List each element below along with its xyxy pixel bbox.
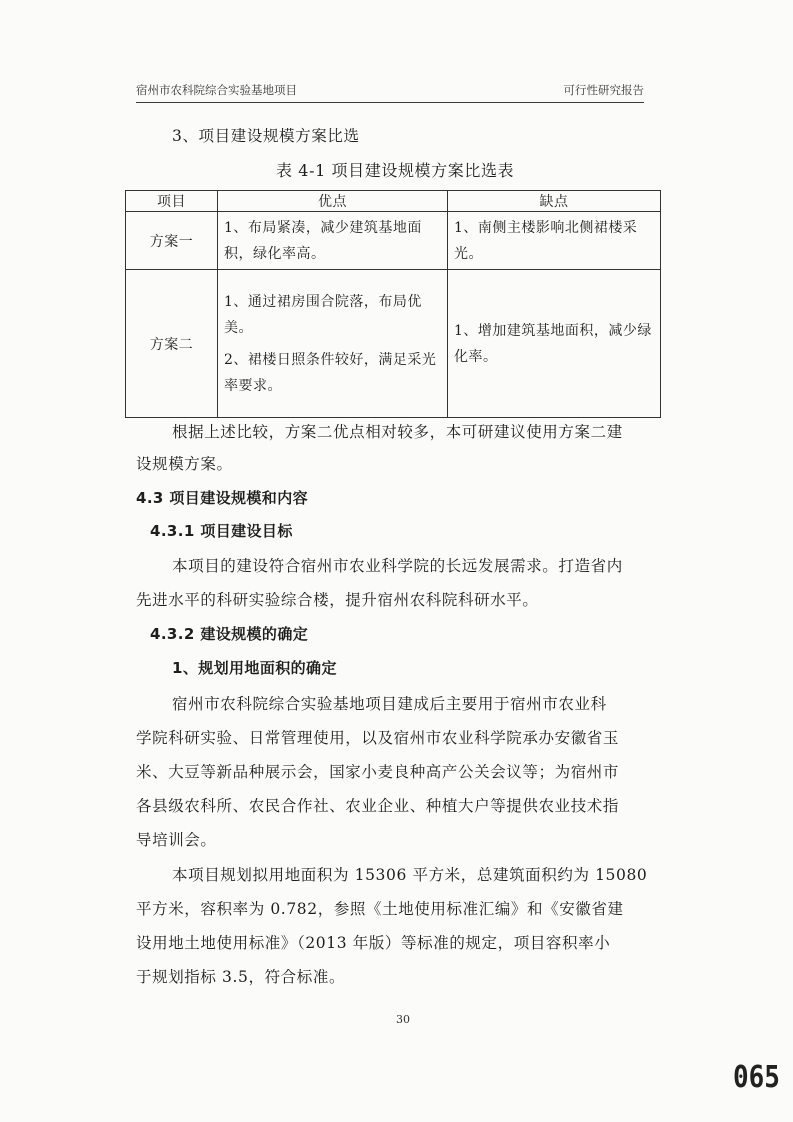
heading-4-3-1: 4.3.1 项目建设目标	[150, 522, 293, 540]
paragraph-line: 平方米，容积率为 0.782，参照《土地使用标准汇编》和《安徽省建	[136, 900, 624, 918]
table-row	[126, 212, 661, 270]
conclusion-text: 设规模方案。	[136, 455, 233, 473]
paragraph-line: 导培训会。	[136, 831, 217, 849]
heading-4-3: 4.3 项目建设规模和内容	[136, 489, 308, 507]
paragraph-line: 米、大豆等新品种展示会，国家小麦良种高产公关会议等；为宿州市	[136, 763, 620, 781]
comparison-table	[125, 190, 661, 418]
table-header-pros: 优点	[218, 191, 448, 212]
option-pros	[218, 212, 448, 270]
option-cons: 1、增加建筑基地面积，减少绿化率。	[448, 270, 661, 418]
paragraph-line: 设用地土地使用标准》（2013 年版）等标准的规定，项目容积率小	[136, 934, 611, 952]
section-3-title: 3、项目建设规模方案比选	[172, 127, 360, 145]
subheading-land-area: 1、规划用地面积的确定	[172, 659, 337, 677]
archive-stamp-number: 065	[733, 1060, 780, 1096]
table-caption: 表 4-1 项目建设规模方案比选表	[276, 161, 515, 180]
page-number: 30	[396, 1013, 410, 1026]
pros-item: 2、裙楼日照条件较好，满足采光率要求。	[224, 351, 437, 394]
table-header-row	[126, 191, 661, 212]
paragraph-line: 于规划指标 3.5，符合标准。	[136, 968, 346, 986]
option-name: 方案一	[126, 212, 218, 270]
paragraph-line: 学院科研实验、日常管理使用，以及宿州市农业科学院承办安徽省玉	[136, 729, 620, 747]
page-header	[136, 80, 644, 103]
paragraph-line: 本项目的建设符合宿州市农业科学院的长远发展需求。打造省内	[172, 557, 623, 575]
conclusion-text: 根据上述比较，方案二优点相对较多，本可研建议使用方案二建	[172, 423, 623, 441]
option-cons: 1、南侧主楼影响北侧裙楼采光。	[448, 212, 661, 270]
pros-item: 1、布局紧凑，减少建筑基地面积，绿化率高。	[224, 219, 422, 262]
header-report-type: 可行性研究报告	[563, 83, 644, 97]
table-header-item: 项目	[126, 191, 218, 212]
paragraph-line: 宿州市农科院综合实验基地项目建成后主要用于宿州市农业科	[172, 695, 607, 713]
header-project-name: 宿州市农科院综合实验基地项目	[136, 83, 297, 97]
paragraph-line: 本项目规划拟用地面积为 15306 平方米，总建筑面积约为 15080	[172, 866, 648, 884]
paragraph-line: 各县级农科所、农民合作社、农业企业、种植大户等提供农业技术指	[136, 797, 620, 815]
pros-item: 1、通过裙房围合院落，布局优美。	[224, 293, 422, 336]
option-name: 方案二	[126, 270, 218, 418]
paragraph-line: 先进水平的科研实验综合楼，提升宿州农科院科研水平。	[136, 591, 539, 609]
option-pros	[218, 270, 448, 418]
table-row	[126, 270, 661, 418]
table-header-cons: 缺点	[448, 191, 661, 212]
heading-4-3-2: 4.3.2 建设规模的确定	[150, 625, 309, 643]
